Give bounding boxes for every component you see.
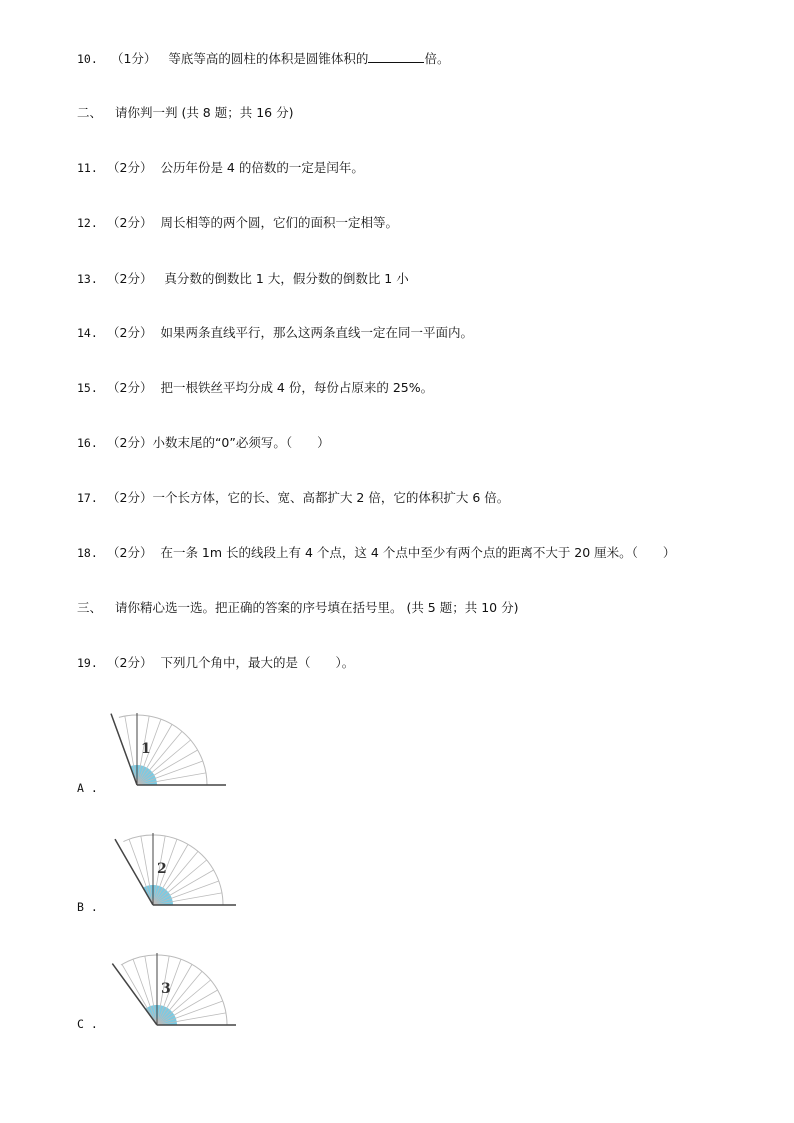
option-c-label[interactable]: C .: [77, 1017, 98, 1031]
question-points: （2分）: [107, 271, 153, 286]
angle-label: 2: [157, 861, 167, 877]
angle-figure-2: [110, 825, 240, 915]
question-10: [77, 50, 449, 67]
angle-figure-3: [105, 945, 240, 1035]
question-number: 18.: [77, 546, 98, 560]
section-title: 请你精心选一选。把正确的答案的序号填在括号里。 (共 5 题；共 10 分): [114, 600, 519, 615]
question-points: （2分）: [107, 380, 153, 395]
question-11: [77, 160, 364, 176]
slanted-ray: [112, 964, 157, 1025]
question-number: 14.: [77, 326, 98, 340]
question-18: [77, 545, 675, 561]
section-2-heading: [77, 105, 293, 121]
question-text: 真分数的倒数比 1 大，假分数的倒数比 1 小: [160, 271, 409, 286]
angle-label: 1: [141, 741, 151, 757]
question-15: [77, 380, 433, 396]
question-number: 17.: [77, 491, 98, 505]
answer-blank[interactable]: [368, 50, 424, 63]
question-points: （2分）: [107, 435, 153, 450]
question-points: （2分）: [107, 655, 153, 670]
question-text: 如果两条直线平行，那么这两条直线一定在同一平面内。: [160, 325, 473, 340]
question-points: （2分）: [107, 215, 153, 230]
question-14: [77, 325, 473, 341]
question-19: [77, 655, 354, 671]
question-suffix: 倍。: [424, 51, 450, 66]
question-text: 在一条 1m 长的线段上有 4 个点，这 4 个点中至少有两个点的距离不大于 20 厘米。（ ）: [160, 545, 676, 560]
section-number: 三、: [77, 600, 103, 615]
question-text: 等底等高的圆柱的体积是圆锥体积的: [168, 51, 369, 66]
question-number: 19.: [77, 656, 98, 670]
slanted-ray: [111, 714, 137, 785]
angle-label: 3: [161, 981, 171, 997]
question-points: （2分）: [107, 325, 153, 340]
angle-figure-1: [100, 705, 230, 795]
question-text: 下列几个角中，最大的是（ ）。: [160, 655, 355, 670]
question-points: （2分）: [107, 490, 153, 505]
protractor-spoke: [125, 716, 137, 785]
question-13: [77, 271, 409, 287]
question-points: （2分）: [107, 160, 153, 175]
question-points: （2分）: [107, 545, 153, 560]
protractor-arc: [119, 715, 207, 785]
question-number: 12.: [77, 216, 98, 230]
question-points: （1分）: [110, 51, 157, 66]
question-12: [77, 215, 398, 231]
section-number: 二、: [77, 105, 103, 120]
question-16: [77, 435, 330, 451]
question-text: 周长相等的两个圆，它们的面积一定相等。: [160, 215, 398, 230]
question-text: 把一根铁丝平均分成 4 份，每份占原来的 25%。: [160, 380, 434, 395]
question-text: 小数末尾的“0”必须写。（ ）: [152, 435, 330, 450]
question-text: 一个长方体，它的长、宽、高都扩大 2 倍，它的体积扩大 6 倍。: [152, 490, 510, 505]
question-number: 15.: [77, 381, 98, 395]
question-number: 13.: [77, 272, 98, 286]
option-a-label[interactable]: A .: [77, 781, 98, 795]
question-number: 16.: [77, 436, 98, 450]
section-3-heading: [77, 600, 518, 616]
protractor-spoke: [129, 839, 153, 905]
section-title: 请你判一判 (共 8 题；共 16 分): [114, 105, 294, 120]
question-number: 11.: [77, 161, 98, 175]
protractor-spoke: [133, 959, 157, 1025]
option-b-label[interactable]: B .: [77, 900, 98, 914]
question-text: 公历年份是 4 的倍数的一定是闰年。: [160, 160, 364, 175]
question-17: [77, 490, 509, 506]
question-number: 10.: [77, 52, 98, 66]
